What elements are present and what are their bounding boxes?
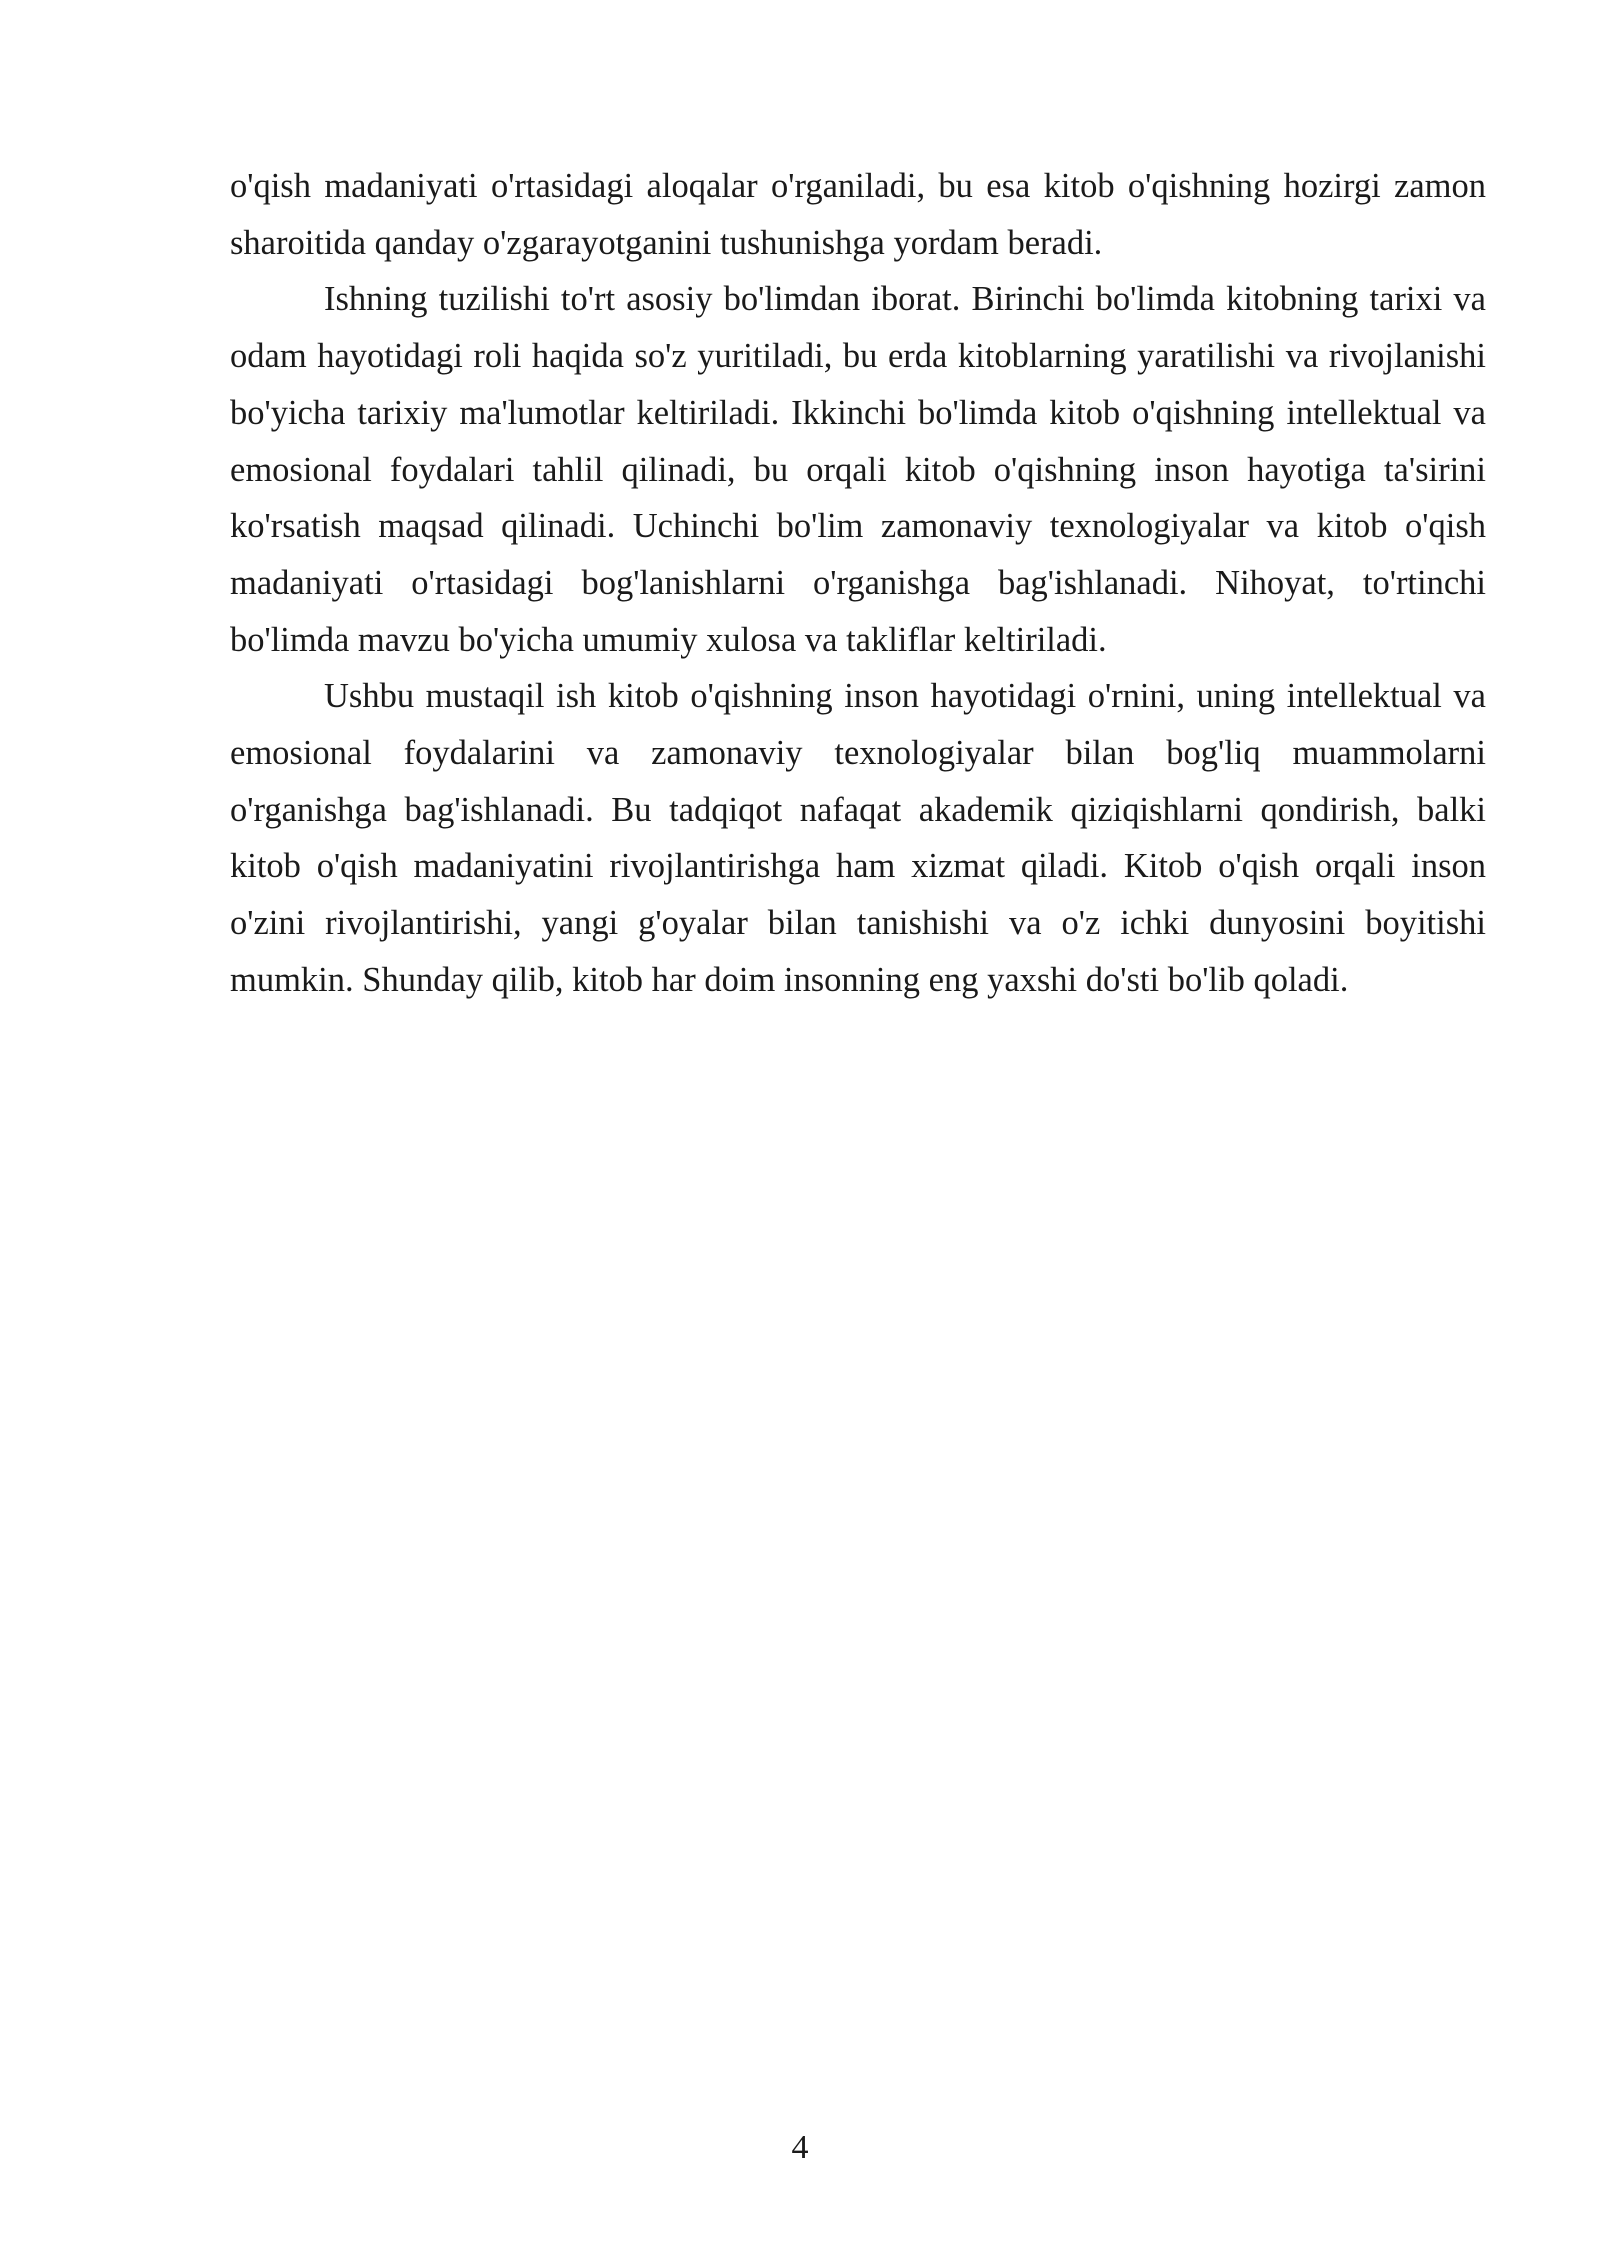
paragraph-2: Ishning tuzilishi to'rt asosiy bo'limdan iborat. Birinchi bo'limda kitobning tarixi va odam hayotidagi roli haqida so'z yuritiladi, bu erda kitoblarning yaratilishi va rivojlanishi bo'yicha tarixiy ma'lumotlar keltiriladi. Ikkinchi bo'limda kitob o'qishning intellektual va emosional foydalari tahlil qilinadi, bu orqali kitob o'qishning inson hayotiga ta'sirini ko'rsatish maqsad qilinadi. Uchinchi bo'lim zamonaviy texnologiyalar va kitob o'qish madaniyati o'rtasidagi bog'lanishlarni o'rganishga bag'ishlanadi. Nihoyat, to'rtinchi bo'limda mavzu bo'yicha umumiy xulosa va takliflar keltiriladi. [230,280,1486,659]
body-text [230,158,1486,1009]
paragraph-1: o'qish madaniyati o'rtasidagi aloqalar o'rganiladi, bu esa kitob o'qishning hozirgi zamon sharoitida qanday o'zgarayotganini tushunishga yordam beradi. [230,167,1486,262]
paragraph-3: Ushbu mustaqil ish kitob o'qishning inson hayotidagi o'rnini, uning intellektual va emosional foydalarini va zamonaviy texnologiyalar bilan bog'liq muammolarni o'rganishga bag'ishlanadi. Bu tadqiqot nafaqat akademik qiziqishlarni qondirish, balki kitob o'qish madaniyatini rivojlantirishga ham xizmat qiladi. Kitob o'qish orqali inson o'zini rivojlantirishi, yangi g'oyalar bilan tanishishi va o'z ichki dunyosini boyitishi mumkin. Shunday qilib, kitob har doim insonning eng yaxshi do'sti bo'lib qoladi. [230,677,1486,999]
page-number: 4 [791,2129,809,2166]
